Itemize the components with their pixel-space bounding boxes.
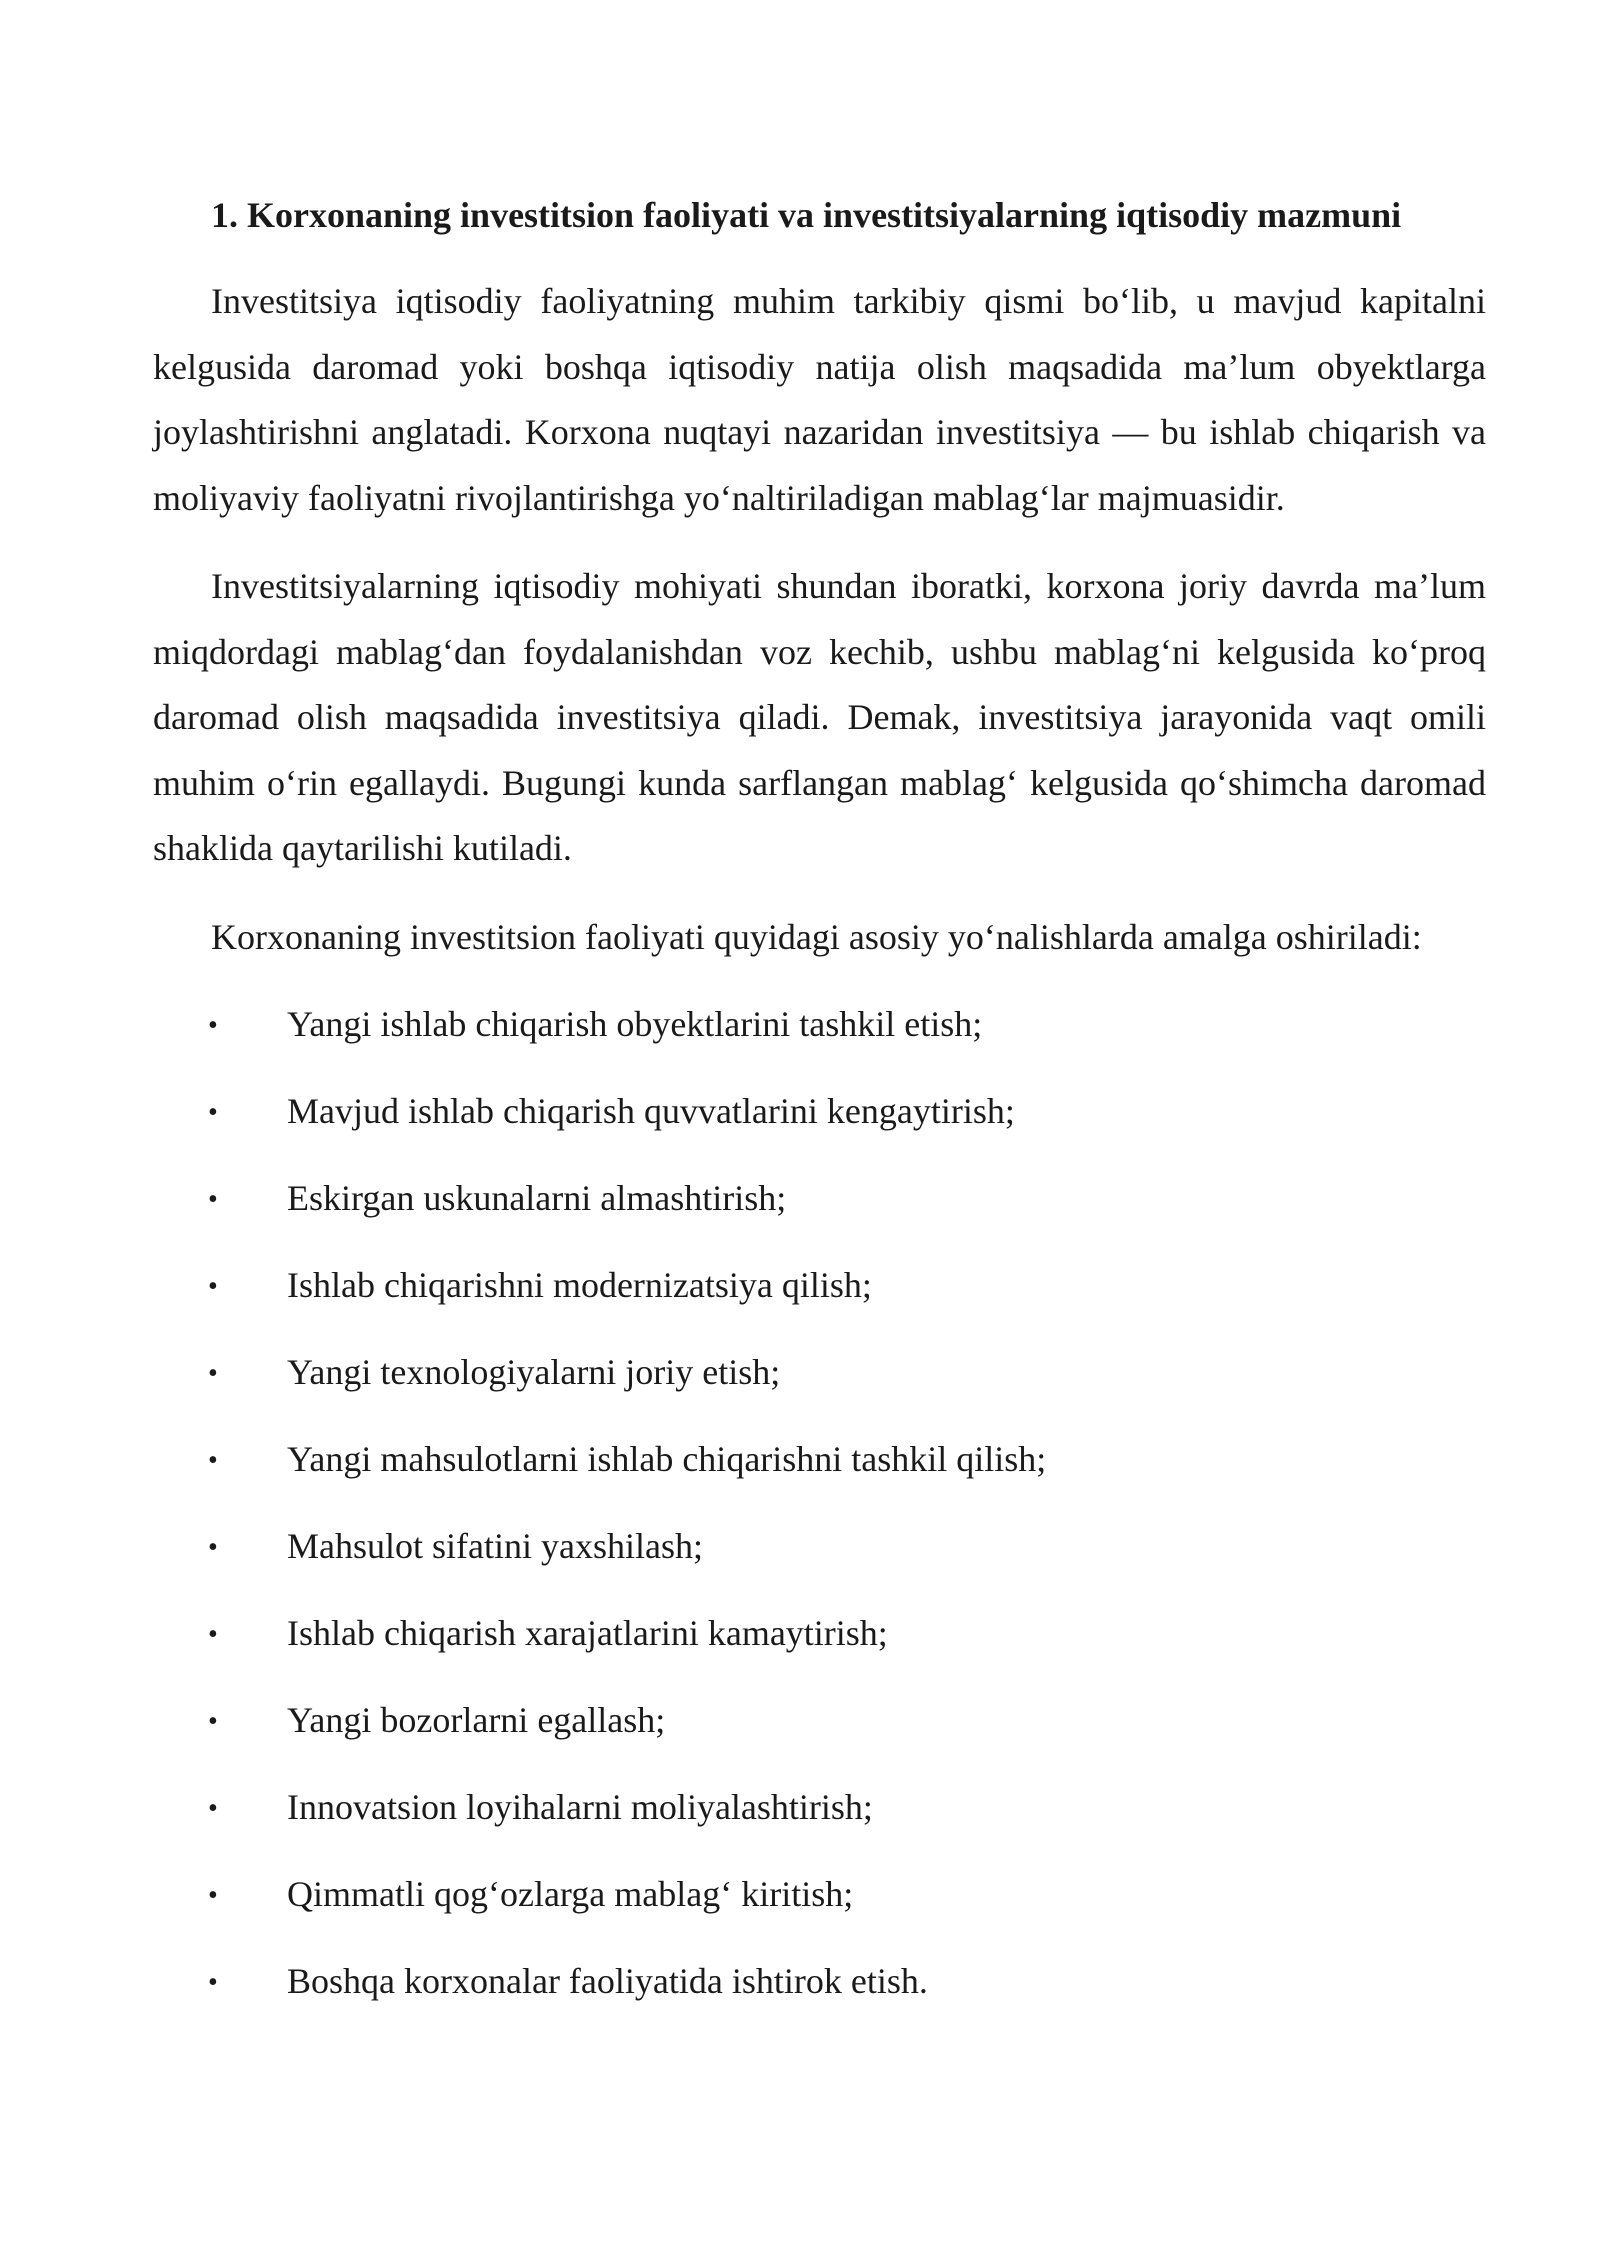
paragraph-list-intro: Korxonaning investitsion faoliyati quyidagi asosiy yo‘nalishlarda amalga oshiriladi:: [211, 916, 1422, 957]
bullet-icon: •: [208, 1793, 218, 1824]
list-item-text: Ishlab chiqarish xarajatlarini kamaytirish;: [287, 1613, 888, 1653]
bullet-icon: •: [208, 1619, 218, 1650]
list-item-text: Mavjud ishlab chiqarish quvvatlarini kengaytirish;: [287, 1091, 1015, 1131]
list-item: [153, 1601, 1486, 1688]
list-item-text: Innovatsion loyihalarni moliyalashtirish;: [287, 1787, 873, 1827]
section-heading: 1. Korxonaning investitsion faoliyati va investitsiyalarning iqtisodiy mazmuni: [211, 195, 1402, 235]
list-item: [153, 1688, 1486, 1775]
bullet-icon: •: [208, 1445, 218, 1476]
list-item: [153, 1253, 1486, 1340]
list-item-text: Qimmatli qog‘ozlarga mablag‘ kiritish;: [287, 1874, 854, 1914]
bullet-icon: •: [208, 1532, 218, 1563]
list-item: [153, 1949, 1486, 2036]
list-item-text: Boshqa korxonalar faoliyatida ishtirok etish.: [287, 1961, 928, 2001]
list-item-text: Yangi texnologiyalarni joriy etish;: [287, 1352, 781, 1392]
list-item: [153, 1514, 1486, 1601]
list-item: [153, 1862, 1486, 1949]
bullet-icon: •: [208, 1880, 218, 1911]
bullet-icon: •: [208, 1010, 218, 1041]
list-item: [153, 1775, 1486, 1862]
list-item: [153, 1166, 1486, 1253]
document-page: [153, 190, 1486, 2036]
list-item: [153, 1427, 1486, 1514]
bullet-icon: •: [208, 1271, 218, 1302]
list-item-text: Yangi ishlab chiqarish obyektlarini tashkil etish;: [287, 1004, 983, 1044]
paragraph-investment-definition: Investitsiya iqtisodiy faoliyatning muhim tarkibiy qismi bo‘lib, u mavjud kapitalni kelgusida daromad yoki boshqa iqtisodiy natija olish maqsadida ma’lum obyektlarga joylashtirishni anglatadi. Korxona nuqtayi nazaridan investitsiya — bu ishlab chiqarish va moliyaviy faoliyatni rivojlantirishga yo‘naltiriladigan mablag‘lar majmuasidir.: [153, 281, 1486, 518]
list-item-text: Mahsulot sifatini yaxshilash;: [287, 1526, 703, 1566]
list-item: [153, 992, 1486, 1079]
list-item-text: Ishlab chiqarishni modernizatsiya qilish;: [287, 1265, 872, 1305]
list-item-text: Yangi bozorlarni egallash;: [287, 1700, 666, 1740]
investment-directions-list: [153, 992, 1486, 2036]
bullet-icon: •: [208, 1967, 218, 1998]
list-item-text: Eskirgan uskunalarni almashtirish;: [287, 1178, 787, 1218]
list-item: [153, 1340, 1486, 1427]
bullet-icon: •: [208, 1184, 218, 1215]
bullet-icon: •: [208, 1358, 218, 1389]
bullet-icon: •: [208, 1097, 218, 1128]
list-item: [153, 1079, 1486, 1166]
paragraph-economic-essence: Investitsiyalarning iqtisodiy mohiyati shundan iboratki, korxona joriy davrda ma’lum miqdordagi mablag‘dan foydalanishdan voz kechib, ushbu mablag‘ni kelgusida ko‘proq daromad olish maqsadida investitsiya qiladi. Demak, investitsiya jarayonida vaqt omili muhim o‘rin egallaydi. Bugungi kunda sarflangan mablag‘ kelgusida qo‘shimcha daromad shaklida qaytarilishi kutiladi.: [153, 566, 1486, 868]
bullet-icon: •: [208, 1706, 218, 1737]
list-item-text: Yangi mahsulotlarni ishlab chiqarishni tashkil qilish;: [287, 1439, 1047, 1479]
